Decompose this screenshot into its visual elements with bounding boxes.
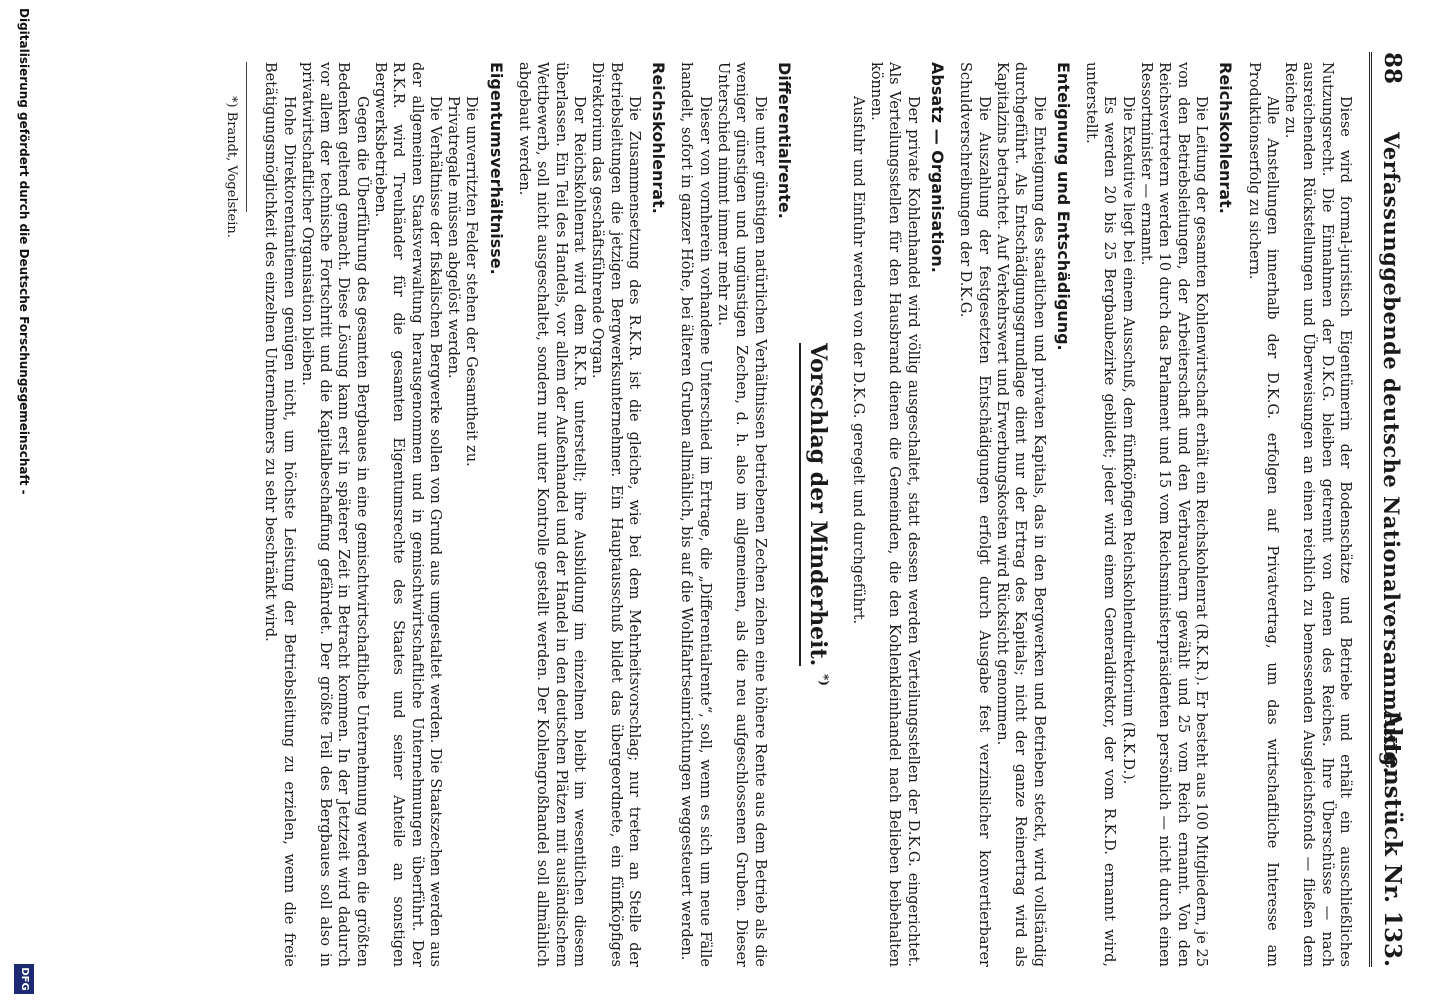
paragraph: Die unter günstigen natürlichen Verhältnissen betriebenen Zechen ziehen eine höhere Rente aus dem Betrieb als die weniger günstigen und ungünstigen Zechen, d. h. also im allgemeinen, als die neu aufgeschlossenen Gruben. Dieser Unterschied nimmt immer mehr zu. — [715, 62, 768, 967]
paragraph: Die unverritzten Felder stehen der Gesamtheit zu. — [463, 96, 480, 467]
footnote-separator — [246, 62, 247, 212]
paragraph: Der private Kohlenhandel wird völlig ausgeschaltet, statt dessen werden Verteilungsstellen der D.K.G. eingerichtet. Als Verteilungsstellen für den Hausbrand dienen die Gemeinden, die den Kohlenkleinhandel nach Belieben beibehalten können. — [868, 62, 921, 967]
paragraph: Hohe Direktorentantiemen genügen nicht, um höchste Leistung der Betriebsleitung zu erzielen, wenn die freie Betätigungsmöglichkeit des einzelnen Unternehmers zu sehr beschränkt wird. — [262, 62, 297, 967]
paragraph: Es werden 20 bis 25 Bergbaubezirke gebildet; jeder wird einem Generaldirektor, der vom R.K.D. ernannt wird, unterstellt. — [1083, 62, 1118, 967]
header-rule — [1369, 52, 1372, 967]
document-number: Aktenstück Nr. 133. — [1379, 709, 1406, 967]
paragraph: Gegen die Überführung des gesamten Bergbaues in eine gemischtwirtschaftliche Unternehmung werden die größten Bedenken geltend gemacht. Diese Lösung kann erst in späterer Zeit in Betracht kommen. In der Jetztzeit wird dadurch vor allem der technische Fortschritt und die Kapitalbeschaffung gefährdet. Der größte Teil des Bergbaues soll also in privatwirtschaftlicher Organisation bleiben. — [298, 62, 370, 967]
section-heading-absatz: Absatz — Organisation. — [928, 62, 948, 273]
paragraph: Die Zusammensetzung des R.K.R. ist die gleiche, wie bei dem Mehrheitsvorschlag; nur treten an Stelle der Betriebsleitungen die jetzigen Bergwerksunternehmer. Ein Hauptausschuß bildet das übergeordnete, ein fünfköpfiges Direktorium das geschäftsführende Organ. — [589, 62, 642, 967]
minority-proposal-title — [805, 62, 833, 967]
paragraph: Die Verhältnisse der fiskalischen Bergwerke sollen von Grund aus umgestaltet werden. Die Staatszechen werden aus der allgemeinen Staatsverwaltung herausgenommen und in gemischtwirtschaftliche Unternehmungen überführt. Der R.K.R. wird Treuhänder für die gesamten Eigentumsrechte des Staates und seiner Anteile an sonstigen Bergwerksbetrieben. — [372, 62, 443, 967]
page-body — [222, 62, 1354, 967]
section-heading-reichskohlenrat: Reichskohlenrat. — [1216, 62, 1236, 214]
footnote-marker: *) — [816, 673, 831, 686]
footnote: *) Brandt, Vogelstein. — [223, 96, 239, 238]
minority-proposal-title-text: Vorschlag der Minderheit. — [799, 343, 831, 666]
paragraph: Alle Anstellungen innerhalb der D.K.G. erfolgen auf Privatvertrag, um das wirtschaftliche Interesse am Produktionserfolg zu sichern. — [1245, 62, 1280, 967]
section-heading-differentialrente: Differentialrente. — [774, 62, 794, 219]
paragraph: Die Leitung der gesamten Kohlenwirtschaft erhält ein Reichskohlenrat (R.K.R.). Er besteht aus 100 Mitgliedern, je 25 von den Betriebsleitungen, der Arbeiterschaft und den Verbrauchern gewählt und 25 vom Reich ernannt. Von den Reichsvertretern werden 10 durch das Parlament und 15 vom Reichsministerpräsidenten persönlich — nicht durch einen Ressortminister — ernannt. — [1138, 62, 1209, 967]
running-title: Verfassunggebende deutsche Nationalversammlung. — [1379, 132, 1404, 775]
paragraph: Ausfuhr und Einfuhr werden von der D.K.G. geregelt und durchgeführt. — [849, 96, 866, 625]
paragraph: Privatregale müssen abgelöst werden. — [445, 96, 462, 379]
section-heading-enteignung: Enteignung und Entschädigung. — [1053, 62, 1073, 351]
paragraph: Die Exekutive liegt bei einem Ausschuß, dem fünfköpfigen Reichskohlendirektorium (R.K.D.). — [1119, 96, 1136, 785]
digitization-credit: Digitalisierung gefördert durch die Deutsche Forschungsgemeinschaft - — [17, 8, 31, 495]
digitization-stamp — [10, 2, 36, 998]
dfg-logo: DFG — [14, 964, 34, 994]
page-header — [1366, 52, 1414, 967]
paragraph: Der Reichskohlenrat wird dem R.K.R. unterstellt; ihre Ausbildung im einzelnen bleibt im wesentlichen diesem überlassen. Ein Teil des Handels, vor allem der Außenhandel und der Handel in den deutschen Plätzen mit ausländischem Wettbewerb, soll nicht ausgeschaltet, sondern nur unter Kontrolle gestellt werden. Der Kohlengroßhandel soll allmählich abgebaut werden. — [516, 62, 587, 967]
section-heading-eigentum: Eigentumsverhältnisse. — [486, 62, 506, 275]
paragraph: Die Auszahlung der festgesetzten Entschädigungen erfolgt durch Ausgabe fest verzinslicher konvertierbarer Schuldverschreibungen der D.K.G. — [957, 62, 992, 967]
section-heading-reichskohlenrat-2: Reichskohlenrat. — [649, 62, 669, 214]
paragraph: Die Enteignung des staatlichen und privaten Kapitals, das in den Bergwerken und Betrieben steckt, wird vollständig durchgeführt. Als Entschädigungsgrundlage dient nur der Ertrag des Kapitals; nicht der ganze Reinertrag wird als Kapitalzins betrachtet. Auf Verkehrswert und Erwerbungskosten wird Rücksicht genommen. — [993, 62, 1047, 967]
page-number: 88 — [1379, 52, 1406, 85]
paragraph: Diese wird formal-juristisch Eigentümerin der Bodenschätze und Betriebe und erhält ein ausschließliches Nutzungsrecht. Die Einnahmen der D.K.G. bleiben getrennt von denen des Reiches. Ihre Überschüsse — nach ausreichenden Rückstellungen und Überweisungen an einen reichlich zu bemessenden Ausgleichsfonds — fließen dem Reiche zu. — [1282, 62, 1353, 967]
paragraph: Dieser von vornherein vorhandene Unterschied im Ertrage, die „Differentialrente“, soll, wenn es sich um neue Fälle handelt, sofort in ganzer Höhe, bei älteren Gruben allmählich, bis auf die Wohlfahrtseinrichtungen weggesteuert werden. — [678, 62, 713, 967]
